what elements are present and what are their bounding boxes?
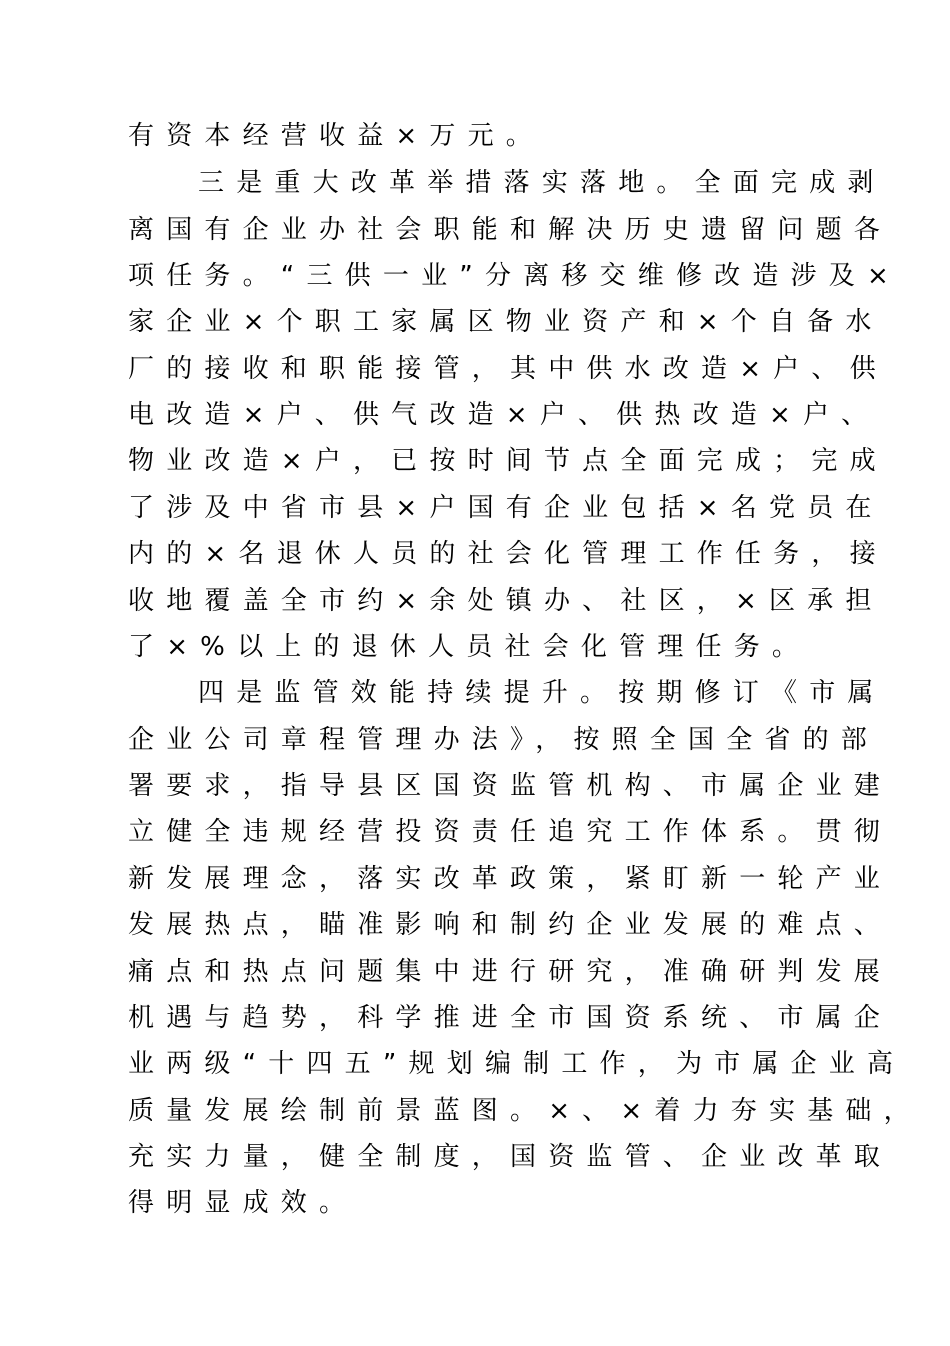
paragraph-four-heading-line: 四是监管效能持续提升。按期修订《市属 [198, 678, 886, 708]
text-line: 充实力量，健全制度，国资监管、企业改革取 [128, 1142, 893, 1172]
text-line: 了×%以上的退休人员社会化管理任务。 [128, 632, 811, 662]
text-line: 机遇与趋势，科学推进全市国资系统、市属企 [128, 1003, 893, 1033]
text-line: 物业改造×户，已按时间节点全面完成；完成 [128, 446, 888, 476]
text-line: 厂的接收和职能接管，其中供水改造×户、供 [128, 354, 888, 384]
text-line: 企业公司章程管理办法》，按照全国全省的部 [128, 725, 880, 755]
text-line: 痛点和热点问题集中进行研究，准确研判发展 [128, 957, 893, 987]
text-line: 立健全违规经营投资责任追究工作体系。贯彻 [128, 817, 893, 847]
text-line: 发展热点，瞄准影响和制约企业发展的难点、 [128, 910, 893, 940]
text-line: 家企业×个职工家属区物业资产和×个自备水 [128, 307, 884, 337]
text-line: 质量发展绘制前景蓝图。×、×着力夯实基础， [128, 1096, 922, 1126]
text-line: 署要求，指导县区国资监管机构、市属企业建 [128, 771, 893, 801]
text-line: 有资本经营收益×万元。 [128, 121, 544, 151]
text-line: 得明显成效。 [128, 1188, 358, 1218]
text-line: 了涉及中省市县×户国有企业包括×名党员在 [128, 493, 884, 523]
text-line: 内的×名退休人员的社会化管理工作任务，接 [128, 539, 888, 569]
paragraph-three-heading-line: 三是重大改革举措落实落地。全面完成剥 [198, 168, 886, 198]
text-line: 新发展理念，落实改革政策，紧盯新一轮产业 [128, 864, 893, 894]
text-line: 电改造×户、供气改造×户、供热改造×户、 [128, 400, 880, 430]
text-line: 离国有企业办社会职能和解决历史遗留问题各 [128, 215, 893, 245]
text-line: 业两级“十四五”规划编制工作，为市属企业高 [128, 1049, 906, 1079]
text-line: 收地覆盖全市约×余处镇办、社区，×区承担 [128, 586, 884, 616]
text-line: 项任务。“三供一业”分离移交维修改造涉及× [128, 261, 901, 291]
